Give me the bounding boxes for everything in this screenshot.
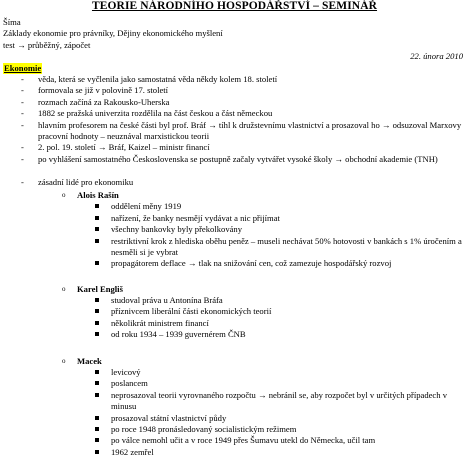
dash-marker: - (21, 85, 24, 96)
person-heading-macek (0, 356, 469, 367)
circle-marker: o (62, 356, 66, 365)
document-date: 22. února 2010 (410, 51, 463, 61)
sub-list-item: příznivcem liberální části ekonomických teorií (0, 306, 469, 317)
person-name: Karel Engliš (77, 283, 123, 294)
square-bullet-icon (95, 381, 99, 385)
sub-list-item: několikrát ministrem financí (0, 318, 469, 329)
dash-marker: - (21, 96, 24, 107)
sub-list-item: 1962 zemřel (0, 447, 469, 458)
sub-list-item: studoval práva u Antonína Bráfa (0, 295, 469, 306)
dash-marker: - (21, 108, 24, 119)
sub-list-item: poslancem (0, 378, 469, 389)
list-item: - hlavním profesorem na české části byl prof. Bráf → tíhl k družstevnímu vlastnictví a prosazoval ho → odsuzoval Marxovy pracovní hodnoty – neuznával marxistickou teorii (21, 119, 462, 141)
square-bullet-icon (95, 204, 99, 208)
sub-list-item: propagátorem deflace → tlak na snižování cen, což zamezuje hospodářský rozvoj (0, 258, 469, 269)
person-name: Macek (77, 355, 102, 366)
sub-list-item: levicový (0, 367, 469, 378)
list-item: - rozmach začíná za Rakousko-Uherska (21, 96, 170, 107)
square-bullet-icon (95, 393, 99, 397)
sub-list-item: všechny bankovky byly překolkovány (0, 224, 469, 235)
meta-author: Šíma (3, 17, 21, 27)
dash-marker: - (21, 153, 24, 164)
person-heading-englis (0, 284, 469, 295)
square-bullet-icon (95, 427, 99, 431)
square-bullet-icon (95, 416, 99, 420)
sub-list-item: po roce 1948 pronásledovaný socialistickým režimem (0, 424, 469, 435)
sub-list-item: po válce nemohl učit a v roce 1949 přes Šumavu utekl do Německa, učil tam (0, 435, 469, 446)
circle-marker: o (62, 284, 66, 293)
list-item: - zásadní lidé pro ekonomiku (21, 176, 134, 187)
square-bullet-icon (95, 332, 99, 336)
document-title: TEORIE NÁRODNÍHO HOSPODÁŘSTVÍ – SEMINÁŘ (91, 0, 378, 12)
sub-list-item: nařízení, že banky nesmějí vydávat a nic přijímat (0, 213, 469, 224)
person-heading-rasin (0, 190, 469, 201)
section-heading: Ekonomie (4, 63, 42, 73)
square-bullet-icon (95, 321, 99, 325)
sub-list-item: oddělení měny 1919 (0, 201, 469, 212)
sub-list-item: prosazoval státní vlastnictví půdy (0, 413, 469, 424)
person-name: Alois Rašín (77, 189, 119, 200)
dash-marker: - (21, 119, 24, 130)
square-bullet-icon (95, 370, 99, 374)
square-bullet-icon (95, 227, 99, 231)
square-bullet-icon (95, 261, 99, 265)
square-bullet-icon (95, 309, 99, 313)
square-bullet-icon (95, 298, 99, 302)
square-bullet-icon (95, 450, 99, 454)
meta-assessment: test → průběžný, zápočet (3, 39, 91, 50)
dash-marker: - (21, 74, 24, 84)
circle-marker: o (62, 190, 66, 199)
sub-list-item: neprosazoval teorii vyrovnaného rozpočtu → nebránil se, aby rozpočet byl v určitých případech v minusu (0, 390, 469, 413)
list-item: - formovala se již v polovině 17. století (21, 85, 169, 96)
sub-list-item: od roku 1934 – 1939 guvernérem ČNB (0, 329, 469, 340)
document-meta (3, 17, 223, 51)
list-item: - 2. pol. 19. století → Bráf, Kaizel – ministr financí (21, 142, 210, 153)
square-bullet-icon (95, 438, 99, 442)
dash-marker: - (21, 176, 24, 187)
list-item: - věda, která se vyčlenila jako samostatná věda někdy kolem 18. století (21, 74, 278, 84)
square-bullet-icon (95, 216, 99, 220)
sub-list-item: restriktivní krok z hlediska oběhu peněz – museli nechávat 50% hotovosti v bankách s 1% úročením a nesměli si je vybrat (0, 236, 469, 259)
list-item: - 1882 se pražská univerzita rozdělila na část českou a část německou (21, 108, 273, 119)
outline-list (0, 74, 469, 458)
dash-marker: - (21, 142, 24, 153)
square-bullet-icon (95, 239, 99, 243)
meta-course: Základy ekonomie pro právníky, Dějiny ekonomického myšlení (3, 28, 223, 39)
list-item: - po vyhlášení samostatného Československa se postupně začaly vytvářet vysoké školy → obchodní akademie (TNH) (21, 153, 438, 164)
